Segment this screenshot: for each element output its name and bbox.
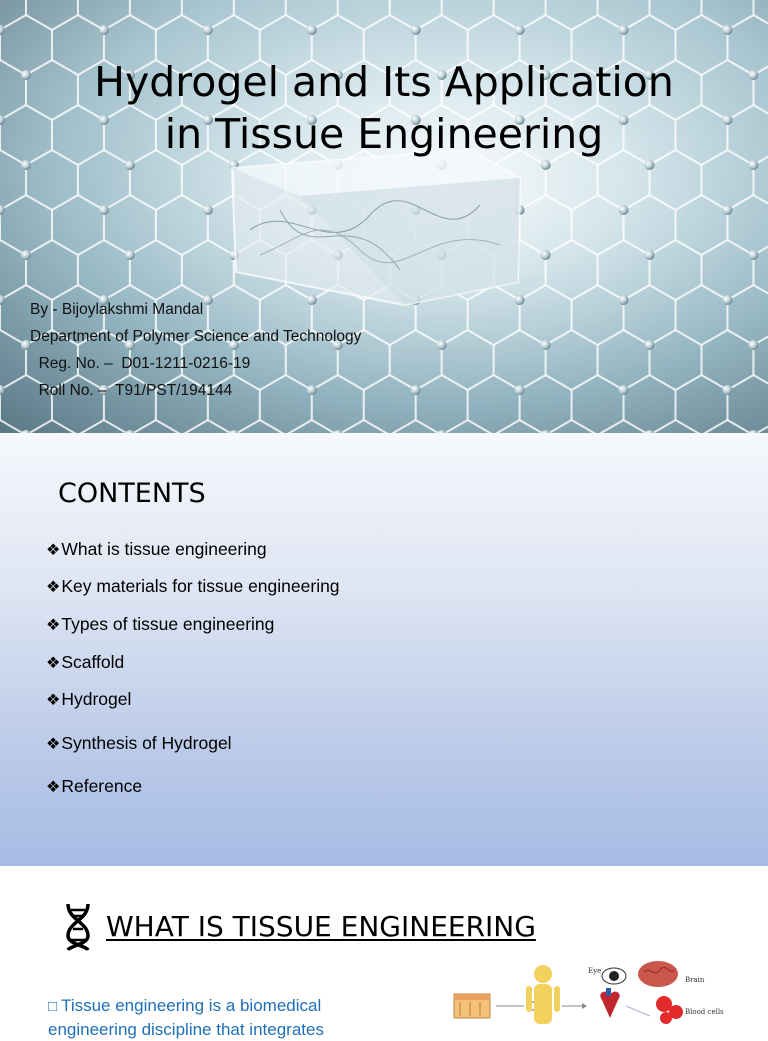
lattice-hexagon (26, 150, 78, 210)
lattice-atom (748, 340, 758, 350)
lattice-hexagon (598, 330, 650, 390)
list-item: ❖Hydrogel (46, 689, 131, 710)
diamond-bullet-icon: ❖ (46, 579, 60, 596)
title-slide (0, 0, 768, 433)
lattice-hexagon (26, 60, 78, 120)
lattice-hexagon (78, 240, 130, 300)
heart-icon (600, 988, 619, 1018)
department-name: Department of Polymer Science and Technology (30, 323, 361, 350)
lattice-hexagon (442, 0, 494, 30)
lattice-hexagon (701, 60, 753, 120)
lattice-hexagon (338, 0, 390, 30)
lattice-hexagon (130, 0, 182, 30)
lattice-hexagon (546, 420, 598, 433)
lattice-atom (21, 70, 31, 80)
lattice-atom (21, 160, 31, 170)
registration-number: Reg. No. – D01-1211-0216-19 (30, 350, 361, 377)
lattice-hexagon (0, 60, 26, 120)
lattice-atom (99, 25, 109, 35)
lattice-atom (748, 250, 758, 260)
lattice-atom (722, 295, 732, 305)
list-item: ❖Key materials for tissue engineering (46, 576, 340, 597)
presentation-title: Hydrogel and Its Application in Tissue Engineering (80, 56, 688, 160)
lattice-hexagon (0, 330, 26, 390)
lattice-hexagon (0, 0, 26, 30)
lattice-hexagon (442, 330, 494, 390)
lattice-atom (125, 160, 135, 170)
hydrogel-block (232, 150, 520, 305)
lattice-hexagon (52, 195, 104, 255)
lattice-atom (125, 250, 135, 260)
lattice-hexagon (598, 420, 650, 433)
lattice-hexagon (727, 105, 768, 165)
lattice-hexagon (727, 285, 768, 345)
lattice-atom (722, 25, 732, 35)
lattice-hexagon (442, 420, 494, 433)
lattice-atom (515, 25, 525, 35)
lattice-hexagon (0, 420, 26, 433)
tissue-engineering-diagram (440, 958, 740, 1024)
eye-icon (602, 968, 626, 984)
roll-number: Roll No. – T91/PST/194144 (30, 377, 361, 404)
lattice-hexagon (26, 420, 78, 433)
diamond-bullet-icon: ❖ (46, 779, 60, 796)
tissue-engineering-text: □ Tissue engineering is a biomedical engineering discipline that integrates (48, 994, 378, 1041)
lattice-hexagon (234, 0, 286, 30)
lattice-hexagon (701, 330, 753, 390)
list-item: ❖Scaffold (46, 652, 124, 673)
brain-label: Brain (685, 976, 705, 984)
list-item: ❖What is tissue engineering (46, 539, 267, 560)
lattice-atom (722, 385, 732, 395)
lattice-hexagon (572, 195, 624, 255)
lattice-atom (411, 25, 421, 35)
lattice-hexagon (0, 150, 26, 210)
lattice-hexagon (390, 330, 442, 390)
lattice-atom (619, 295, 629, 305)
diamond-bullet-icon: ❖ (46, 617, 60, 634)
lattice-atom (411, 385, 421, 395)
lattice-atom (619, 385, 629, 395)
lattice-hexagon (546, 330, 598, 390)
human-figure-icon (526, 965, 560, 1024)
lattice-atom (748, 160, 758, 170)
lattice-atom (722, 205, 732, 215)
author-info (30, 296, 361, 404)
lattice-hexagon (130, 420, 182, 433)
lattice-hexagon (650, 240, 702, 300)
skin-tissue-icon (454, 994, 490, 1018)
lattice-hexagon (624, 195, 676, 255)
lattice-atom (748, 70, 758, 80)
lattice-hexagon (26, 240, 78, 300)
list-item: ❖Synthesis of Hydrogel (46, 733, 232, 754)
lattice-hexagon (390, 420, 442, 433)
lattice-atom (722, 115, 732, 125)
lattice-atom (541, 160, 551, 170)
dna-icon (64, 902, 92, 952)
lattice-hexagon (494, 330, 546, 390)
lattice-atom (619, 25, 629, 35)
lattice-hexagon (0, 105, 52, 165)
diamond-bullet-icon: ❖ (46, 736, 60, 753)
lattice-hexagon (520, 195, 572, 255)
lattice-hexagon (130, 240, 182, 300)
lattice-atom (619, 205, 629, 215)
diamond-bullet-icon: ❖ (46, 692, 60, 709)
contents-heading: CONTENTS (58, 478, 206, 509)
lattice-hexagon (546, 240, 598, 300)
lattice-hexagon (104, 195, 156, 255)
tissue-engineering-heading: WHAT IS TISSUE ENGINEERING (106, 910, 536, 943)
lattice-hexagon (753, 0, 768, 30)
lattice-hexagon (78, 420, 130, 433)
lattice-hexagon (701, 150, 753, 210)
square-bullet-icon: □ (48, 998, 57, 1015)
diamond-bullet-icon: ❖ (46, 542, 60, 559)
lattice-atom (99, 205, 109, 215)
lattice-hexagon (286, 420, 338, 433)
lattice-atom (203, 25, 213, 35)
lattice-hexagon (675, 195, 727, 255)
lattice-atom (645, 340, 655, 350)
lattice-hexagon (494, 420, 546, 433)
lattice-atom (541, 340, 551, 350)
lattice-atom (541, 250, 551, 260)
lattice-hexagon (546, 0, 598, 30)
lattice-atom (203, 205, 213, 215)
lattice-atom (645, 250, 655, 260)
lattice-hexagon (338, 420, 390, 433)
lattice-atom (515, 295, 525, 305)
lattice-hexagon (598, 240, 650, 300)
lattice-hexagon (624, 285, 676, 345)
lattice-hexagon (701, 240, 753, 300)
lattice-hexagon (0, 15, 52, 75)
author-name: By - Bijoylakshmi Mandal (30, 296, 361, 323)
eye-label: Eye (588, 967, 601, 975)
lattice-hexagon (701, 420, 753, 433)
lattice-hexagon (156, 195, 208, 255)
lattice-hexagon (650, 0, 702, 30)
lattice-hexagon (0, 240, 26, 300)
lattice-hexagon (182, 240, 234, 300)
brain-icon (638, 961, 678, 987)
lattice-hexagon (650, 330, 702, 390)
lattice-hexagon (675, 285, 727, 345)
lattice-hexagon (468, 285, 520, 345)
list-item: ❖Types of tissue engineering (46, 614, 274, 635)
lattice-atom (307, 25, 317, 35)
lattice-hexagon (572, 285, 624, 345)
list-item: ❖Reference (46, 776, 142, 797)
lattice-hexagon (26, 0, 78, 30)
lattice-atom (21, 250, 31, 260)
lattice-hexagon (727, 15, 768, 75)
lattice-atom (645, 160, 655, 170)
lattice-hexagon (650, 420, 702, 433)
diamond-bullet-icon: ❖ (46, 655, 60, 672)
lattice-hexagon (234, 420, 286, 433)
lattice-hexagon (0, 195, 52, 255)
lattice-hexagon (520, 285, 572, 345)
lattice-atom (515, 385, 525, 395)
blood-cells-icon (656, 996, 683, 1024)
lattice-hexagon (182, 420, 234, 433)
lattice-hexagon (727, 195, 768, 255)
blood-cells-label: Blood cells (685, 1008, 724, 1016)
lattice-atom (437, 340, 447, 350)
